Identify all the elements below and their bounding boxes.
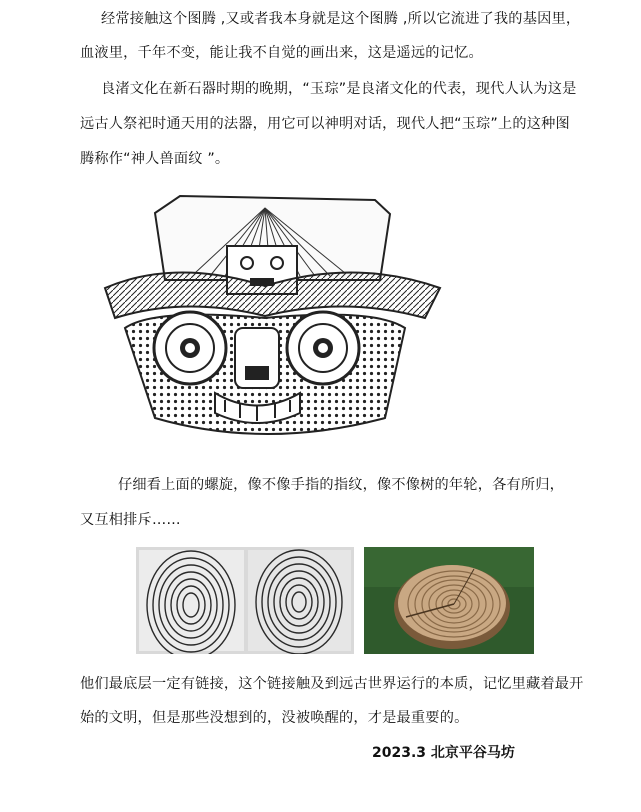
- text-line: 腾称作“神人兽面纹 ”。: [80, 151, 230, 167]
- text-line: 远古人祭祀时通天用的法器，用它可以神明对话，现代人把“玉琮”上的这种图: [80, 116, 570, 132]
- text-line: 他们最底层一定有链接，这个链接触及到远古世界运行的本质，记忆里藏着最开: [80, 676, 584, 692]
- signature-date: 2023.3 北京平谷马坊: [372, 745, 515, 761]
- text-line: 始的文明，但是那些没想到的，没被唤醒的，才是最重要的。: [80, 710, 469, 726]
- text-line: 又互相排斥……: [80, 512, 181, 528]
- text-line: 血液里，千年不变，能让我不自觉的画出来，这是遥远的记忆。: [80, 45, 483, 61]
- totem-drawing: [95, 188, 445, 453]
- tree-ring-photo: [364, 547, 534, 654]
- text-line: 良渚文化在新石器时期的晚期，“玉琮”是良渚文化的代表，现代人认为这是: [101, 81, 577, 97]
- fingerprint-photo: [136, 547, 354, 654]
- text-line: 经常接触这个图腾 ,又或者我本身就是这个图腾 ,所以它流进了我的基因里，: [101, 11, 581, 27]
- text-line: 仔细看上面的螺旋，像不像手指的指纹，像不像树的年轮，各有所归，: [118, 477, 565, 493]
